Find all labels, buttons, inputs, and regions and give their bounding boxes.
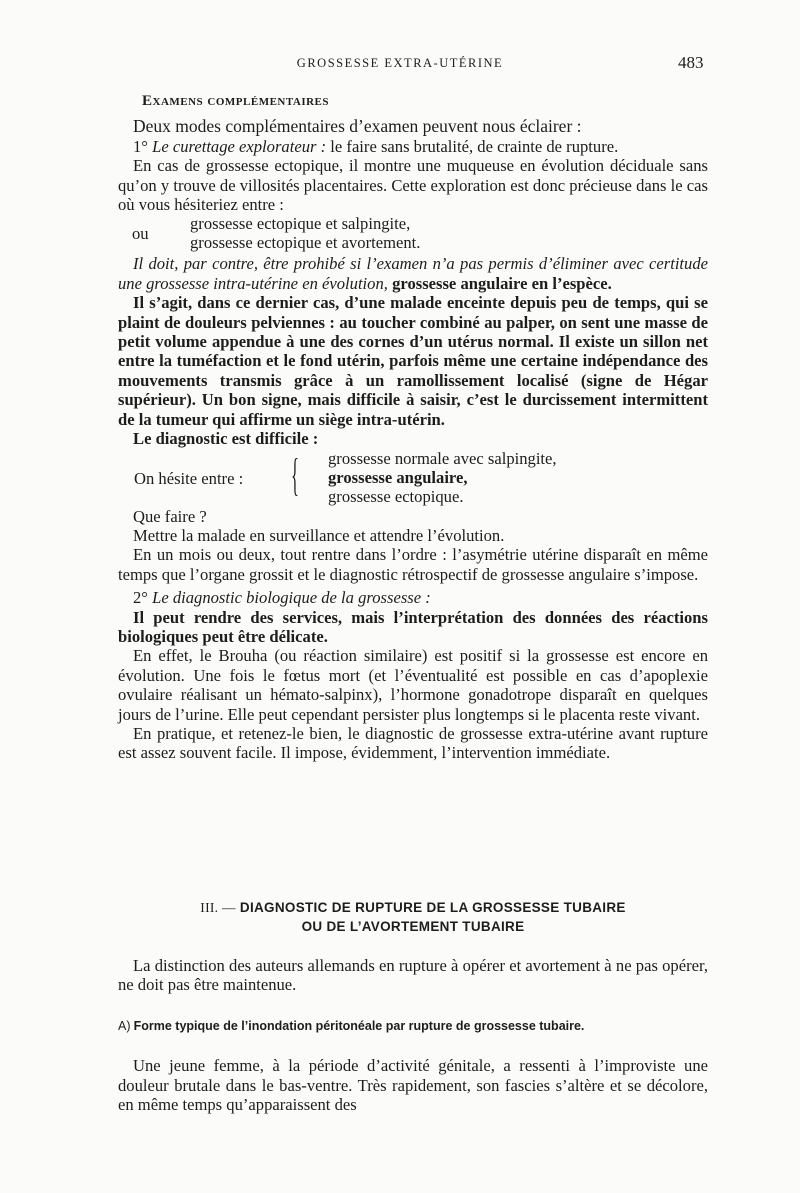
paragraph: En pratique, et retenez-le bien, le diagnostic de grossesse extra-utérine avant rupture est assez souvent facile. Il impose, évidemment, l’intervention immédiate. [118, 723, 708, 763]
section-heading: Examens complémentaires [142, 93, 330, 109]
paragraph: La distinction des auteurs allemands en rupture à opérer et avortement à ne pas opérer, ne doit pas être maintenue. [118, 956, 708, 995]
hesite-list: On hésite entre : { grossesse normale avec salpingite, grossesse angulaire, grossesse ectopique. [134, 448, 557, 507]
paragraph: Il doit, par contre, être prohibé si l’examen n’a pas permis d’éliminer avec certitude une grossesse intra-utérine en évolution, grossesse angulaire en l’espèce. [118, 254, 708, 293]
section-3-title: III. — DIAGNOSTIC DE RUPTURE DE LA GROSSESSE TUBAIRE OU DE L’AVORTEMENT TUBAIRE [200, 900, 626, 934]
running-header: GROSSESSE EXTRA-UTÉRINE [296, 56, 504, 70]
paragraph: Que faire ? [133, 506, 207, 526]
paragraph: Deux modes complémentaires d’examen peuvent nous éclairer : [133, 116, 582, 137]
choice-list: grossesse ectopique et salpingite, ou grossesse ectopique et avortement. [132, 214, 421, 253]
paragraph: En un mois ou deux, tout rentre dans l’ordre : l’asymétrie utérine disparaît en même temps que l’organe grossit et le diagnostic rétrospectif de grossesse angulaire s’impose. [118, 545, 708, 584]
paragraph: Une jeune femme, à la période d’activité génitale, a ressenti à l’improviste une douleur brutale dans le bas-ventre. Très rapidement, son fascies s’altère et se décolore, en même temps qu’apparaissent des [118, 1056, 708, 1115]
paragraph: Il peut rendre des services, mais l’interprétation des données des réactions biologiques peut être délicate. [118, 607, 708, 646]
subsection-a-heading: A) Forme typique de l’inondation péritonéale par rupture de grossesse tubaire. [118, 1018, 585, 1033]
paragraph: 2° Le diagnostic biologique de la grossesse : [133, 588, 431, 608]
paragraph: En effet, le Brouha (ou réaction similaire) est positif si la grossesse est encore en évolution. Une fois le fœtus mort (et l’éventualité est possible en cas d’apoplexie ovulaire réalisant un hémato-salpinx), l’hormone gonadotrope disparaît en quelques jours de l’urine. Elle peut cependant persister plus longtemps si le placenta reste vivant. [118, 646, 708, 724]
brace: { [291, 448, 299, 500]
paragraph: Il s’agit, dans ce dernier cas, d’une malade enceinte depuis peu de temps, qui se plaint de douleurs pelviennes : au toucher combiné au palper, on sent une masse de petit volume appendue à une des cornes d’un utérus normal. Il existe un sillon net entre la tuméfaction et le fond utérin, parfois même une certaine indépendance des mouvements transmis grâce à un ramollissement localisé (signe de Hégar supérieur). Un bon signe, mais difficile à saisir, c’est le durcissement intermittent de la tumeur qui affirme un siège intra-utérin. [118, 293, 708, 429]
paragraph: Le diagnostic est difficile : [133, 429, 319, 449]
examens-section [118, 92, 708, 763]
paragraph: 1° Le curettage explorateur : le faire sans brutalité, de crainte de rupture. [133, 136, 619, 156]
paragraph: Mettre la malade en surveillance et attendre l’évolution. [133, 525, 505, 545]
paragraph: En cas de grossesse ectopique, il montre une muqueuse en évolution déciduale sans qu’on y trouve de villosités placentaires. Cette exploration est donc précieuse dans le cas où vous hésiteriez entre : [118, 156, 708, 215]
section-3 [118, 898, 708, 1114]
page-number: 483 [678, 53, 704, 72]
